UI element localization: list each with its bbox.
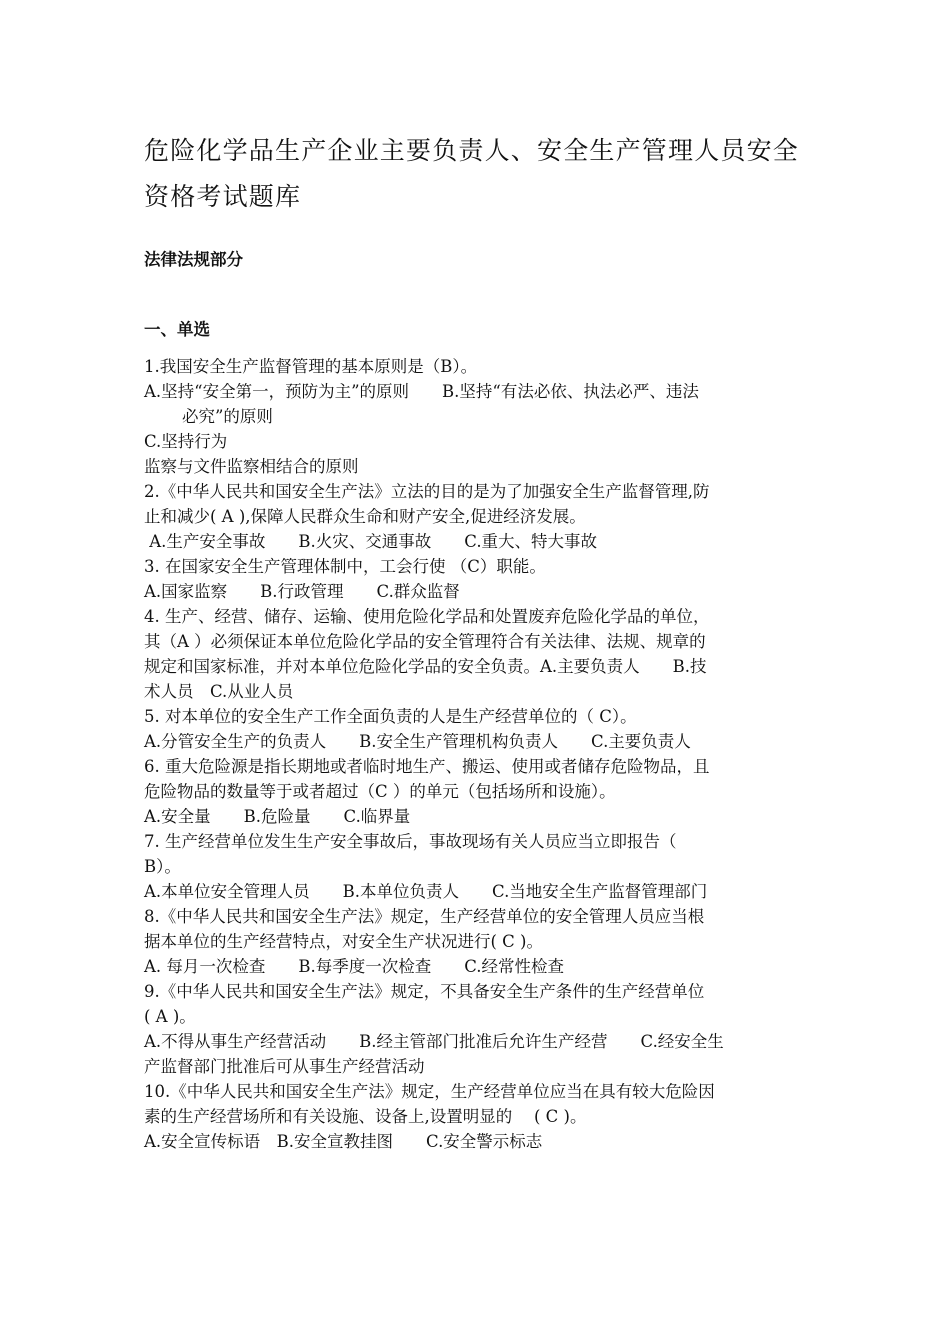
- question-line: A.分管安全生产的负责人 B.安全生产管理机构负责人 C.主要负责人: [144, 732, 691, 751]
- question-line: 10.《中华人民共和国安全生产法》规定，生产经营单位应当在具有较大危险因: [144, 1082, 715, 1101]
- question-line: 1.我国安全生产监督管理的基本原则是（B）。: [144, 357, 478, 376]
- question-line: A.安全宣传标语 B.安全宣教挂图 C.安全警示标志: [144, 1132, 543, 1151]
- question-line: A.生产安全事故 B.火灾、交通事故 C.重大、特大事故: [144, 532, 598, 551]
- question-line: 危险物品的数量等于或者超过（C ）的单元（包括场所和设施）。: [144, 782, 616, 801]
- question-line: 8.《中华人民共和国安全生产法》规定，生产经营单位的安全管理人员应当根: [144, 907, 705, 926]
- question-line: 6. 重大危险源是指长期地或者临时地生产、搬运、使用或者储存危险物品，且: [144, 757, 710, 776]
- section-heading: 法律法规部分: [144, 250, 243, 269]
- question-line: 9.《中华人民共和国安全生产法》规定，不具备安全生产条件的生产经营单位: [144, 982, 705, 1001]
- question-line: 其（A ）必须保证本单位危险化学品的安全管理符合有关法律、法规、规章的: [144, 632, 706, 651]
- question-line: B）。: [144, 857, 181, 876]
- question-line: A.国家监察 B.行政管理 C.群众监督: [144, 582, 460, 601]
- question-line: 监察与文件监察相结合的原则: [144, 457, 359, 476]
- question-line: A.安全量 B.危险量 C.临界量: [144, 807, 411, 826]
- subsection-heading: 一、单选: [144, 320, 210, 339]
- question-line: ( A )。: [144, 1007, 196, 1026]
- question-line: 据本单位的生产经营特点，对安全生产状况进行( C )。: [144, 932, 543, 951]
- question-line: A.不得从事生产经营活动 B.经主管部门批准后允许生产经营 C.经安全生: [144, 1032, 724, 1051]
- question-line: A. 每月一次检查 B.每季度一次检查 C.经常性检查: [144, 957, 565, 976]
- question-line: 止和减少( A ),保障人民群众生命和财产安全,促进经济发展。: [144, 507, 586, 526]
- question-line: 4. 生产、经营、储存、运输、使用危险化学品和处置废弃危险化学品的单位，: [144, 607, 710, 626]
- question-line: C.坚持行为: [144, 432, 228, 451]
- question-line: 必究”的原则: [182, 407, 273, 426]
- document-title-line-2: 资格考试题库: [144, 182, 302, 211]
- question-line: 2.《中华人民共和国安全生产法》立法的目的是为了加强安全生产监督管理,防: [144, 482, 710, 501]
- question-line: 产监督部门批准后可从事生产经营活动: [144, 1057, 425, 1076]
- question-line: 术人员 C.从业人员: [144, 682, 294, 701]
- question-line: 素的生产经营场所和有关设施、设备上,设置明显的 ( C )。: [144, 1107, 587, 1126]
- question-line: 7. 生产经营单位发生生产安全事故后，事故现场有关人员应当立即报告（: [144, 832, 677, 851]
- question-list: [144, 354, 806, 1154]
- question-line: 5. 对本单位的安全生产工作全面负责的人是生产经营单位的（ C）。: [144, 707, 637, 726]
- document-title-line-1: 危险化学品生产企业主要负责人、安全生产管理人员安全: [144, 136, 800, 165]
- document-content: [144, 128, 806, 1154]
- question-line: A.本单位安全管理人员 B.本单位负责人 C.当地安全生产监督管理部门: [144, 882, 708, 901]
- question-line: 3. 在国家安全生产管理体制中，工会行使 （C）职能。: [144, 557, 546, 576]
- question-line: A.坚持“安全第一，预防为主”的原则 B.坚持“有法必依、执法必严、违法: [144, 382, 699, 401]
- question-line: 规定和国家标准，并对本单位危险化学品的安全负责。A.主要负责人 B.技: [144, 657, 707, 676]
